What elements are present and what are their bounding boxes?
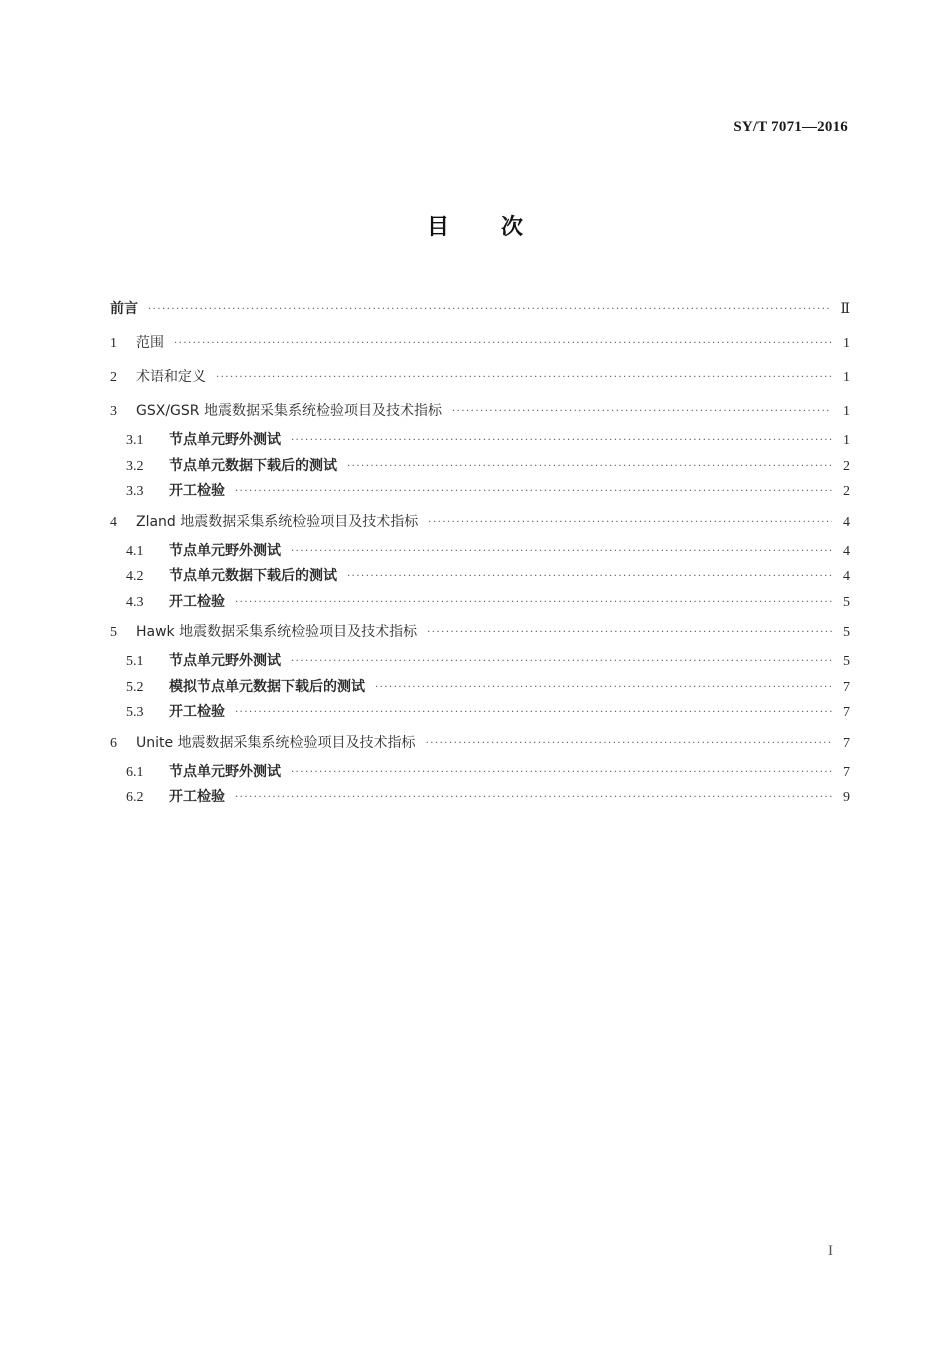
toc-entry-number: 6.1 bbox=[126, 764, 144, 780]
toc-entry-number: 5.1 bbox=[126, 654, 144, 669]
toc-entry-title: 术语和定义 bbox=[136, 369, 206, 385]
dot-leader bbox=[216, 361, 832, 395]
dot-leader bbox=[427, 616, 832, 650]
toc-entry-title: 节点单元野外测试 bbox=[169, 763, 281, 780]
toc-subentry[interactable] bbox=[110, 428, 850, 454]
toc-entry-title: 节点单元野外测试 bbox=[169, 542, 281, 559]
toc-entry-page: 1 bbox=[843, 404, 850, 419]
toc-entry-number: 1 bbox=[110, 336, 117, 351]
dot-leader bbox=[375, 675, 832, 701]
toc-subentry[interactable] bbox=[110, 479, 850, 505]
toc-entry-page: 7 bbox=[843, 705, 850, 720]
toc-subentry[interactable] bbox=[110, 564, 850, 590]
dot-leader bbox=[148, 293, 832, 327]
toc-entry-page: 4 bbox=[843, 569, 850, 584]
toc-subentry[interactable] bbox=[110, 785, 850, 811]
toc-entry-page: 5 bbox=[843, 594, 850, 610]
toc-entry-number: 5.2 bbox=[126, 679, 144, 695]
toc-entry-preface[interactable] bbox=[110, 292, 850, 326]
toc-entry-title: 开工检验 bbox=[169, 789, 225, 805]
toc-entry[interactable] bbox=[110, 615, 850, 649]
toc-entry-number: 4 bbox=[110, 514, 117, 530]
page-number: I bbox=[828, 1243, 833, 1259]
toc-entry-title: 开工检验 bbox=[169, 704, 225, 720]
toc-entry-number: 5.3 bbox=[126, 705, 144, 720]
toc-entry-title: Hawk 地震数据采集系统检验项目及技术指标 bbox=[136, 624, 418, 640]
toc-entry-number: 6 bbox=[110, 735, 117, 751]
toc-entry-number: 3.3 bbox=[126, 484, 144, 499]
toc-entry-title: 前言 bbox=[110, 301, 138, 317]
toc-subentry[interactable] bbox=[110, 649, 850, 675]
toc-entry-number: 3.1 bbox=[126, 433, 144, 448]
page-title bbox=[0, 210, 950, 241]
toc-entry-page: 5 bbox=[843, 625, 850, 640]
toc-entry-page: 1 bbox=[843, 336, 850, 351]
toc-entry-number: 2 bbox=[110, 370, 117, 385]
toc-entry-title: 开工检验 bbox=[169, 483, 225, 499]
toc-subentry[interactable] bbox=[110, 454, 850, 480]
toc-entry-number: 3 bbox=[110, 404, 117, 419]
toc-entry-page: 1 bbox=[843, 433, 850, 448]
toc-subentry[interactable] bbox=[110, 590, 850, 616]
toc-entry-number: 5 bbox=[110, 625, 117, 640]
toc-entry-page: Ⅱ bbox=[840, 302, 850, 317]
dot-leader bbox=[291, 649, 832, 675]
toc-entry-page: 7 bbox=[843, 764, 850, 780]
toc-entry-title: Unite 地震数据采集系统检验项目及技术指标 bbox=[136, 734, 416, 751]
standard-code: SY/T 7071—2016 bbox=[733, 119, 848, 135]
toc-entry[interactable] bbox=[110, 394, 850, 428]
dot-leader bbox=[174, 327, 832, 361]
toc-entry-number: 4.1 bbox=[126, 543, 144, 559]
dot-leader bbox=[452, 395, 832, 429]
table-of-contents bbox=[110, 292, 850, 811]
toc-entry-title: 开工检验 bbox=[169, 593, 225, 610]
toc-entry-page: 2 bbox=[843, 484, 850, 499]
toc-entry-number: 6.2 bbox=[126, 790, 144, 805]
dot-leader bbox=[235, 785, 832, 811]
toc-entry-title: 范围 bbox=[136, 335, 164, 351]
dot-leader bbox=[426, 727, 832, 761]
toc-entry-page: 1 bbox=[843, 370, 850, 385]
toc-entry-number: 4.3 bbox=[126, 594, 144, 610]
toc-entry-page: 4 bbox=[843, 514, 850, 530]
toc-entry-page: 2 bbox=[843, 458, 850, 474]
page-title-char-1: 目 bbox=[426, 215, 449, 240]
dot-leader bbox=[428, 506, 832, 540]
toc-entry[interactable] bbox=[110, 326, 850, 360]
dot-leader bbox=[291, 539, 832, 565]
toc-entry-title: 模拟节点单元数据下载后的测试 bbox=[169, 678, 365, 695]
toc-entry-page: 4 bbox=[843, 543, 850, 559]
dot-leader bbox=[291, 428, 832, 454]
dot-leader bbox=[347, 454, 832, 480]
toc-entry[interactable] bbox=[110, 360, 850, 394]
dot-leader bbox=[235, 479, 832, 505]
toc-subentry[interactable] bbox=[110, 539, 850, 565]
dot-leader bbox=[235, 590, 832, 616]
toc-entry-page: 9 bbox=[843, 790, 850, 805]
dot-leader bbox=[291, 760, 832, 786]
toc-entry-title: Zland 地震数据采集系统检验项目及技术指标 bbox=[136, 513, 419, 530]
toc-subentry[interactable] bbox=[110, 675, 850, 701]
dot-leader bbox=[347, 564, 832, 590]
toc-entry-title: 节点单元数据下载后的测试 bbox=[169, 568, 337, 584]
toc-entry-page: 7 bbox=[843, 679, 850, 695]
dot-leader bbox=[235, 700, 832, 726]
toc-entry[interactable] bbox=[110, 726, 850, 760]
toc-entry-title: GSX/GSR 地震数据采集系统检验项目及技术指标 bbox=[136, 403, 442, 419]
toc-entry-number: 3.2 bbox=[126, 458, 144, 474]
toc-entry-page: 7 bbox=[843, 735, 850, 751]
toc-entry-number: 4.2 bbox=[126, 569, 144, 584]
toc-entry-title: 节点单元数据下载后的测试 bbox=[169, 457, 337, 474]
toc-entry-title: 节点单元野外测试 bbox=[169, 432, 281, 448]
page-title-char-2: 次 bbox=[501, 215, 524, 240]
toc-subentry[interactable] bbox=[110, 760, 850, 786]
toc-entry-page: 5 bbox=[843, 654, 850, 669]
toc-entry-title: 节点单元野外测试 bbox=[169, 653, 281, 669]
toc-entry[interactable] bbox=[110, 505, 850, 539]
toc-subentry[interactable] bbox=[110, 700, 850, 726]
